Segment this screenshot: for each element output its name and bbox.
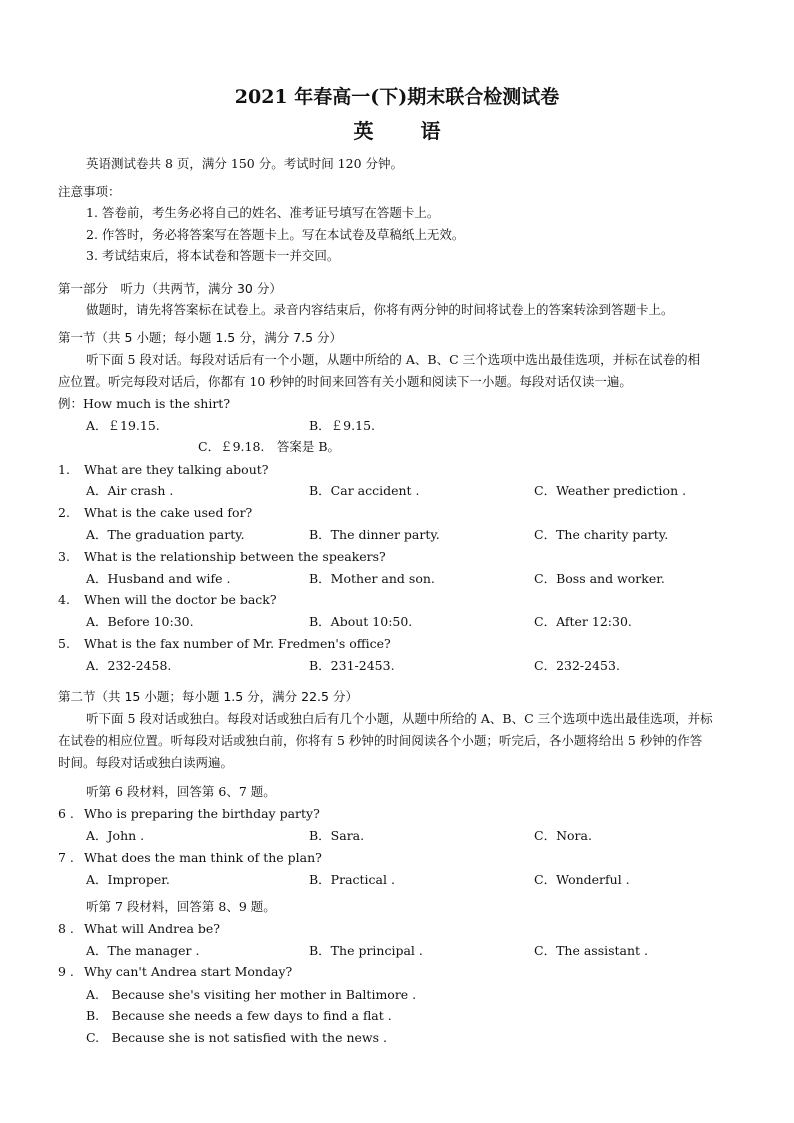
question-number: 5. <box>58 636 70 651</box>
option-b: B．About 10:50. <box>309 614 413 629</box>
question-number: 9 . <box>58 964 74 979</box>
option-a: A．Husband and wife . <box>86 571 231 586</box>
option-c: C．Wonderful . <box>534 872 630 887</box>
notice-item: 1. 答卷前，考生务必将自己的姓名、准考证号填写在答题卡上。 <box>86 205 440 220</box>
example-question: 例：How much is the shirt? <box>58 396 231 411</box>
question-number: 3. <box>58 549 70 564</box>
question-text: Who is preparing the birthday party? <box>84 806 320 821</box>
material-6-note: 听第 6 段材料，回答第 6、7 题。 <box>86 784 276 799</box>
option-b: B．Sara. <box>309 828 365 843</box>
option-c: C．The assistant . <box>534 943 649 958</box>
exam-intro: 英语测试卷共 8 页，满分 150 分。考试时间 120 分钟。 <box>86 156 404 171</box>
option-c: C. Because she is not satisfied with the news . <box>86 1030 387 1045</box>
option-c: C．After 12:30. <box>534 614 632 629</box>
option-b: B．Mother and son. <box>309 571 435 586</box>
option-a: A．Improper. <box>86 872 170 887</box>
question-text: Why can't Andrea start Monday? <box>84 964 293 979</box>
option-b: B．Practical . <box>309 872 395 887</box>
section2-instruction: 时间。每段对话或独白读两遍。 <box>58 755 234 770</box>
notice-item: 2. 作答时，务必将答案写在答题卡上。写在本试卷及草稿纸上无效。 <box>86 227 465 242</box>
option-c: C．232-2453. <box>534 658 620 673</box>
example-option-c: C．￡9.18. 答案是 B。 <box>198 439 341 454</box>
notice-item: 3. 考试结束后，将本试卷和答题卡一并交回。 <box>86 248 340 263</box>
option-a: A．232-2458. <box>86 658 172 673</box>
question-number: 2. <box>58 505 70 520</box>
part1-heading: 第一部分 听力（共两节，满分 30 分） <box>58 281 282 296</box>
question-number: 1. <box>58 462 70 477</box>
section1-instruction: 应位置。听完每段对话后，你都有 10 秒钟的时间来回答有关小题和阅读下一小题。每段对话仅读一遍。 <box>58 374 632 389</box>
option-c: C．The charity party. <box>534 527 669 542</box>
question-number: 6 . <box>58 806 74 821</box>
section2-heading: 第二节（共 15 小题；每小题 1.5 分，满分 22.5 分） <box>58 689 358 704</box>
option-a: A．The graduation party. <box>86 527 245 542</box>
option-a: A. Because she's visiting her mother in Baltimore . <box>86 987 417 1002</box>
section1-heading: 第一节（共 5 小题；每小题 1.5 分，满分 7.5 分） <box>58 330 343 345</box>
option-a: A．John . <box>86 828 145 843</box>
option-b: B．231-2453. <box>309 658 395 673</box>
question-text: What are they talking about? <box>84 462 269 477</box>
option-b: B．The principal . <box>309 943 423 958</box>
question-text: When will the doctor be back? <box>84 592 277 607</box>
notice-heading: 注意事项： <box>58 184 121 199</box>
example-option-a: A．￡19.15. <box>86 418 160 433</box>
exam-title: 2021 年春高一(下)期末联合检测试卷 <box>234 86 560 108</box>
exam-subject: 英 语 <box>353 119 461 143</box>
option-c: C．Boss and worker. <box>534 571 665 586</box>
example-option-b: B．￡9.15. <box>309 418 375 433</box>
option-b: B．The dinner party. <box>309 527 440 542</box>
question-number: 7 . <box>58 850 74 865</box>
section2-instruction: 听下面 5 段对话或独白。每段对话或独白后有几个小题，从题中所给的 A、B、C 三个选项中选出最佳选项，并标 <box>86 711 713 726</box>
option-c: C．Nora. <box>534 828 592 843</box>
option-b: B. Because she needs a few days to find a flat . <box>86 1008 392 1023</box>
option-c: C．Weather prediction . <box>534 483 687 498</box>
question-text: What does the man think of the plan? <box>84 850 322 865</box>
part1-instruction: 做题时，请先将答案标在试卷上。录音内容结束后，你将有两分钟的时间将试卷上的答案转涂到答题卡上。 <box>86 302 674 317</box>
question-text: What is the cake used for? <box>84 505 253 520</box>
question-text: What is the relationship between the speakers? <box>84 549 386 564</box>
section1-instruction: 听下面 5 段对话。每段对话后有一个小题，从题中所给的 A、B、C 三个选项中选出最佳选项，并标在试卷的相 <box>86 352 701 367</box>
option-b: B．Car accident . <box>309 483 420 498</box>
question-number: 8 . <box>58 921 74 936</box>
question-text: What will Andrea be? <box>84 921 220 936</box>
question-text: What is the fax number of Mr. Fredmen's office? <box>84 636 391 651</box>
question-number: 4. <box>58 592 70 607</box>
option-a: A．Before 10:30. <box>86 614 194 629</box>
section2-instruction: 在试卷的相应位置。听每段对话或独白前，你将有 5 秒钟的时间阅读各个小题；听完后，各小题将给出 5 秒钟的作答 <box>58 733 703 748</box>
option-a: A．The manager . <box>86 943 200 958</box>
option-a: A．Air crash . <box>86 483 174 498</box>
material-7-note: 听第 7 段材料，回答第 8、9 题。 <box>86 899 276 914</box>
